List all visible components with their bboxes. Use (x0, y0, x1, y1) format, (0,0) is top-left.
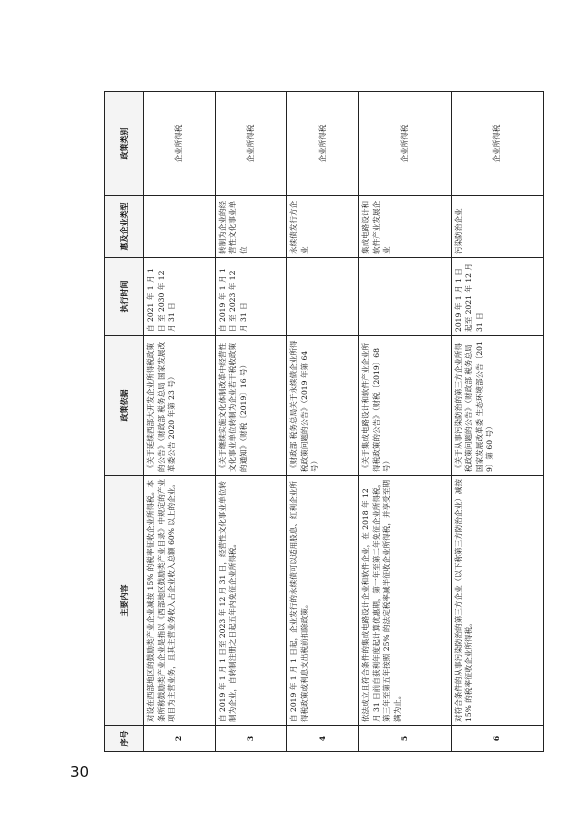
row-type: 企业所得税 (359, 92, 451, 196)
row-time (287, 258, 359, 336)
table-row (451, 92, 543, 752)
row-type: 企业所得税 (215, 92, 287, 196)
row-basis: 《财政部 税务总局关于永续债企业所得税政策问题的公告》（2019 年第 64 号） (287, 336, 359, 476)
header-main: 主要内容 (105, 476, 144, 726)
row-seq: 5 (359, 726, 451, 752)
row-type: 企业所得税 (451, 92, 543, 196)
row-type: 企业所得税 (144, 92, 216, 196)
row-enterprise: 污染防治企业 (451, 196, 543, 258)
policy-table (104, 91, 544, 752)
table-row (287, 92, 359, 752)
row-enterprise: 永续债发行方企业 (287, 196, 359, 258)
row-time: 自 2021 年 1 月 1 日 至 2030 年 12 月 31 日 (144, 258, 216, 336)
row-enterprise: 转制为企业的经营性文化事业单位 (215, 196, 287, 258)
row-seq: 4 (287, 726, 359, 752)
table-row (359, 92, 451, 752)
header-time: 执行时间 (105, 258, 144, 336)
row-seq: 3 (215, 726, 287, 752)
row-seq: 2 (144, 726, 216, 752)
row-enterprise: 集成电路设计和软件产业发展企业 (359, 196, 451, 258)
table-row (215, 92, 287, 752)
row-enterprise (144, 196, 216, 258)
page-number: 30 (70, 763, 90, 781)
row-main: 对设在西部地区的鼓励类产业企业减按 15% 的税率征收企业所得税。本条所称鼓励类产业企业是指以《西部地区鼓励类产业目录》中规定的产业项目为主营业务，且其主营业务收入占企业收入总额 60% 以上的企业。 (144, 476, 216, 726)
row-basis: 《关于延续西部大开发企业所得税政策的公告》（财政部 税务总局 国家发展改革委公告 2020 年第 23 号） (144, 336, 216, 476)
row-basis: 《关于集成电路设计和软件产业企业所得税政策的公告》（财税〔2019〕68 号） (359, 336, 451, 476)
row-seq: 6 (451, 726, 543, 752)
row-type: 企业所得税 (287, 92, 359, 196)
row-basis: 《关于继续实施文化体制改革中经营性文化事业单位转制为企业若干税收政策的通知》（财税〔2019〕16 号） (215, 336, 287, 476)
row-time (359, 258, 451, 336)
row-main: 自 2019 年 1 月 1 日至 2023 年 12 月 31 日，经营性文化事业单位转制为企业，自转制注册之日起五年内免征企业所得税。 (215, 476, 287, 726)
row-main: 对符合条件的从事污染防治的第三方企业（以下称第三方防治企业）减按 15% 的税率征收企业所得税。 (451, 476, 543, 726)
row-basis: 《关于从事污染防治的第三方企业所得税政策问题的公告》（财政部 税务总局 国家发展改革委 生态环境部公告〔2019〕第 60 号） (451, 336, 543, 476)
table-row (144, 92, 216, 752)
row-time: 2019 年 1 月 1 日起至 2021 年 12 月 31 日 (451, 258, 543, 336)
table-header-row (105, 92, 144, 752)
header-type: 政策类别 (105, 92, 144, 196)
header-basis: 政策依据 (105, 336, 144, 476)
rotated-policy-table (104, 92, 544, 752)
header-seq: 序号 (105, 726, 144, 752)
row-time: 自 2019 年 1 月 1 日 至 2023 年 12 月 31 日 (215, 258, 287, 336)
row-main: 依法成立且符合条件的集成电路设计企业和软件企业，在 2018 年 12 月 31 日前自获利年度起计算优惠期，第一年至第二年免征企业所得税，第三年至第五年按照 25% 的法定税率减半征收企业所得税，并享受至期满为止。 (359, 476, 451, 726)
header-enterprise: 惠及企业类型 (105, 196, 144, 258)
row-main: 自 2019 年 1 月 1 日起，企业发行的永续债可以适用股息、红利企业所得税政策或利息支出税前扣除政策。 (287, 476, 359, 726)
